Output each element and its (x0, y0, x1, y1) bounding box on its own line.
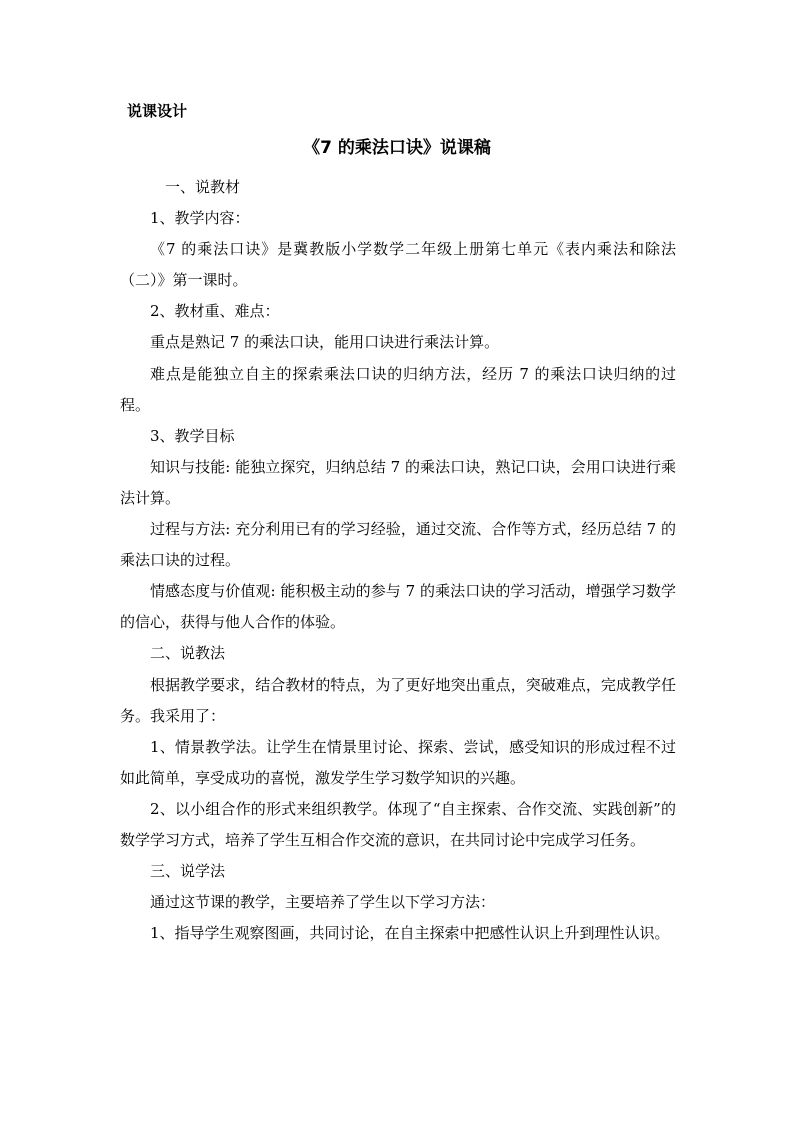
paragraph-key-point: 重点是熟记 7 的乘法口诀，能用口诀进行乘法计算。 (150, 333, 500, 352)
section-heading-teaching-material: 一、说教材 (165, 178, 241, 196)
subheading-teaching-content: 1、教学内容： (150, 209, 250, 228)
paragraph-method-situational: 1、情景教学法。让学生在情景里讨论、探索、尝试，感受知识的形成过程不过如此简单，享受成功的喜悦，激发学生学习数学知识的兴趣。 (120, 737, 676, 787)
header-label: 说课设计 (127, 102, 188, 120)
paragraph-goal-knowledge-skills: 知识与技能: 能独立探究，归纳总结 7 的乘法口诀，熟记口诀，会用口诀进行乘法计算。 (120, 457, 676, 507)
paragraph-method-group-cooperation: 2、以小组合作的形式来组织教学。体现了“自主探索、合作交流、实践创新”的数学学习方式，培养了学生互相合作交流的意识，在共同讨论中完成学习任务。 (120, 799, 676, 849)
section-heading-teaching-method: 二、说教法 (150, 644, 226, 663)
paragraph-difficult-point: 难点是能独立自主的探索乘法口诀的归纳方法，经历 7 的乘法口诀归纳的过程。 (120, 364, 676, 414)
document-title: 《7 的乘法口诀》说课稿 (303, 138, 491, 158)
paragraph-method-intro: 根据教学要求，结合教材的特点，为了更好地突出重点，突破难点，完成教学任务。我采用了： (120, 675, 676, 725)
section-heading-learning-method: 三、说学法 (150, 862, 226, 881)
subheading-key-difficult-points: 2、教材重、难点： (150, 302, 280, 321)
subheading-teaching-goals: 3、教学目标 (150, 426, 235, 445)
paragraph-goal-emotion-values: 情感态度与价值观: 能积极主动的参与 7 的乘法口诀的学习活动，增强学习数学的信心，获得与他人合作的体验。 (120, 582, 676, 632)
paragraph-learning-intro: 通过这节课的教学，主要培养了学生以下学习方法： (150, 893, 496, 912)
paragraph-goal-process-method: 过程与方法: 充分利用已有的学习经验，通过交流、合作等方式，经历总结 7 的乘法口诀的过程。 (120, 520, 676, 570)
paragraph-content-description: 《7 的乘法口诀》是冀教版小学数学二年级上册第七单元《表内乘法和除法（二）》第一课时。 (120, 240, 676, 290)
document-body (120, 172, 676, 949)
paragraph-learning-observe: 1、指导学生观察图画，共同讨论，在自主探索中把感性认识上升到理性认识。 (150, 924, 670, 943)
